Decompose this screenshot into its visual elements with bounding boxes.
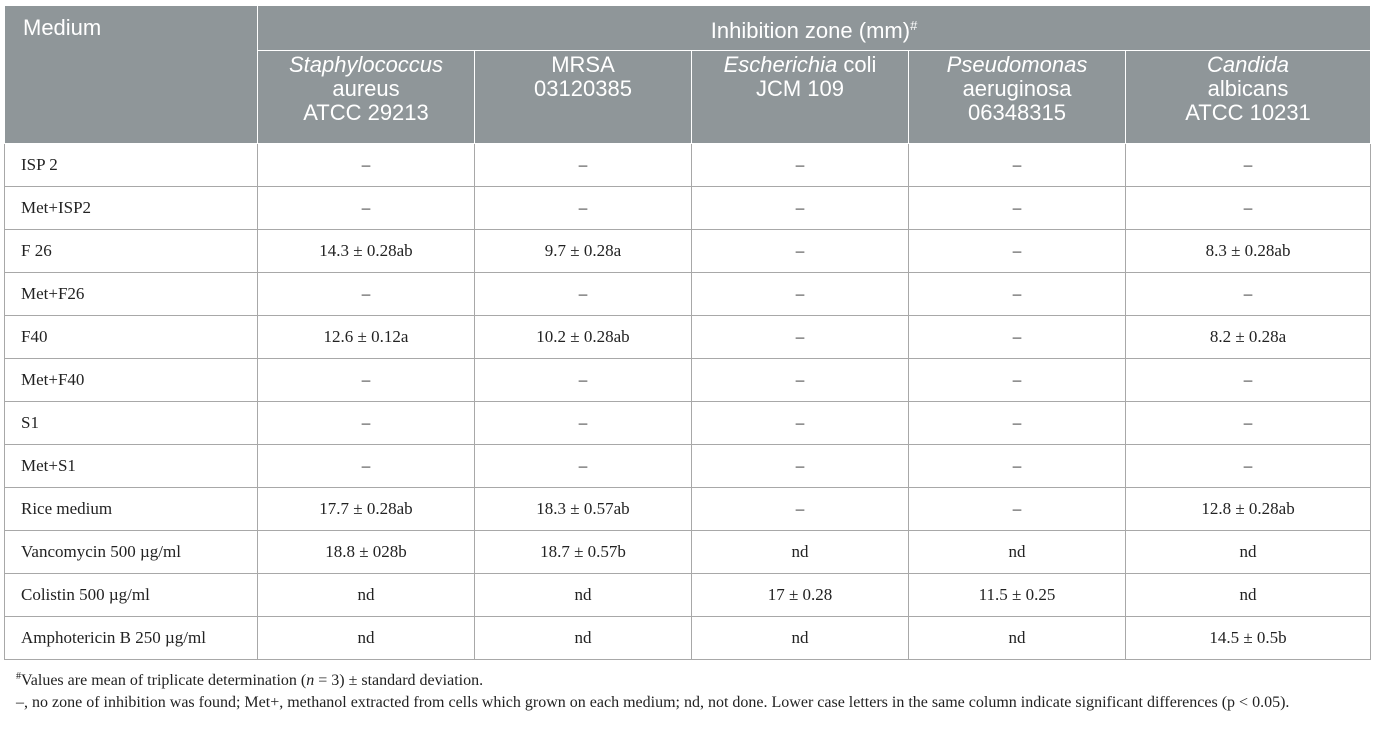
footnote-text-a: Values are mean of triplicate determination ( — [21, 672, 307, 689]
organism-genus: Pseudomonas — [946, 52, 1088, 77]
medium-cell: F40 — [5, 316, 258, 359]
inhibition-zone-table-container — [4, 5, 1370, 660]
value-cell: – — [692, 187, 909, 230]
organism-header-mrsa — [475, 51, 692, 144]
table-row — [5, 359, 1371, 402]
value-cell: – — [475, 273, 692, 316]
value-cell: – — [1126, 187, 1371, 230]
value-cell: 14.3 ± 0.28ab — [258, 230, 475, 273]
value-cell: – — [909, 359, 1126, 402]
medium-cell: Vancomycin 500 µg/ml — [5, 531, 258, 574]
value-cell: nd — [258, 617, 475, 660]
organism-name: MRSA — [551, 52, 615, 77]
value-cell: – — [475, 359, 692, 402]
footnote-legend: –, no zone of inhibition was found; Met+, methanol extracted from cells which grown on each medium; nd, not done. Lower case letters in the same column indicate significant differences (p < 0.05). — [16, 694, 1290, 711]
value-cell: – — [909, 187, 1126, 230]
value-cell: – — [1126, 144, 1371, 187]
footnote-n-symbol: n — [306, 672, 315, 689]
organism-genus: Staphylococcus — [288, 52, 444, 77]
value-cell: – — [258, 273, 475, 316]
value-cell: – — [692, 488, 909, 531]
organism-species: coli — [837, 52, 877, 77]
table-row — [5, 316, 1371, 359]
footnote-mark: # — [16, 671, 21, 682]
value-cell: – — [909, 402, 1126, 445]
value-cell: – — [258, 402, 475, 445]
organism-strain: ATCC 10231 — [1185, 100, 1311, 125]
value-cell: 8.3 ± 0.28ab — [1126, 230, 1371, 273]
group-header-footnote-mark: # — [910, 17, 918, 33]
table-row — [5, 617, 1371, 660]
value-cell: 18.3 ± 0.57ab — [475, 488, 692, 531]
value-cell: – — [909, 488, 1126, 531]
inhibition-zone-group-header — [258, 6, 1371, 51]
medium-cell: Colistin 500 µg/ml — [5, 574, 258, 617]
value-cell: – — [692, 144, 909, 187]
table-body — [5, 144, 1371, 660]
value-cell: – — [692, 402, 909, 445]
value-cell: 17.7 ± 0.28ab — [258, 488, 475, 531]
medium-cell: Met+F40 — [5, 359, 258, 402]
value-cell: – — [1126, 273, 1371, 316]
organism-genus: Escherichia — [723, 52, 838, 77]
value-cell: – — [692, 359, 909, 402]
value-cell: 17 ± 0.28 — [692, 574, 909, 617]
value-cell: – — [692, 230, 909, 273]
table-row — [5, 144, 1371, 187]
table-row — [5, 187, 1371, 230]
value-cell: – — [258, 187, 475, 230]
organism-genus: Candida — [1207, 52, 1289, 77]
value-cell: – — [475, 144, 692, 187]
value-cell: – — [1126, 445, 1371, 488]
value-cell: – — [258, 144, 475, 187]
value-cell: – — [475, 402, 692, 445]
organism-strain: JCM 109 — [755, 76, 845, 101]
value-cell: 12.6 ± 0.12a — [258, 316, 475, 359]
organism-header-s-aureus — [258, 51, 475, 144]
value-cell: 18.8 ± 028b — [258, 531, 475, 574]
value-cell: nd — [909, 531, 1126, 574]
value-cell: 18.7 ± 0.57b — [475, 531, 692, 574]
value-cell: 11.5 ± 0.25 — [909, 574, 1126, 617]
value-cell: 9.7 ± 0.28a — [475, 230, 692, 273]
medium-cell: Met+F26 — [5, 273, 258, 316]
medium-cell: ISP 2 — [5, 144, 258, 187]
value-cell: 14.5 ± 0.5b — [1126, 617, 1371, 660]
medium-cell: S1 — [5, 402, 258, 445]
value-cell: – — [475, 445, 692, 488]
value-cell: 8.2 ± 0.28a — [1126, 316, 1371, 359]
table-row — [5, 402, 1371, 445]
organism-strain: 06348315 — [968, 100, 1066, 125]
table-footnotes — [16, 666, 1368, 714]
value-cell: 12.8 ± 0.28ab — [1126, 488, 1371, 531]
value-cell: – — [909, 316, 1126, 359]
organism-header-e-coli — [692, 51, 909, 144]
table-row — [5, 273, 1371, 316]
value-cell: nd — [692, 617, 909, 660]
value-cell: nd — [475, 574, 692, 617]
table-row — [5, 445, 1371, 488]
value-cell: – — [692, 273, 909, 316]
medium-cell: F 26 — [5, 230, 258, 273]
organism-species: albicans — [1207, 76, 1289, 101]
value-cell: – — [692, 316, 909, 359]
value-cell: – — [1126, 359, 1371, 402]
medium-cell: Rice medium — [5, 488, 258, 531]
value-cell: – — [258, 445, 475, 488]
value-cell: nd — [258, 574, 475, 617]
medium-column-header — [5, 6, 258, 144]
organism-strain: ATCC 29213 — [303, 100, 429, 125]
table-row — [5, 531, 1371, 574]
value-cell: – — [692, 445, 909, 488]
table-row — [5, 574, 1371, 617]
footnote-text-b: = 3) ± standard deviation. — [314, 672, 484, 689]
value-cell: 10.2 ± 0.28ab — [475, 316, 692, 359]
value-cell: – — [1126, 402, 1371, 445]
medium-cell: Met+ISP2 — [5, 187, 258, 230]
value-cell: – — [909, 273, 1126, 316]
medium-cell: Amphotericin B 250 µg/ml — [5, 617, 258, 660]
medium-header-label: Medium — [23, 15, 102, 40]
value-cell: nd — [909, 617, 1126, 660]
value-cell: – — [909, 445, 1126, 488]
value-cell: nd — [1126, 531, 1371, 574]
medium-cell: Met+S1 — [5, 445, 258, 488]
table-header — [5, 6, 1371, 144]
value-cell: – — [909, 144, 1126, 187]
value-cell: nd — [1126, 574, 1371, 617]
table-row — [5, 230, 1371, 273]
value-cell: – — [909, 230, 1126, 273]
organism-header-p-aeruginosa — [909, 51, 1126, 144]
value-cell: nd — [692, 531, 909, 574]
organism-species: aeruginosa — [962, 76, 1072, 101]
organism-strain: 03120385 — [534, 76, 632, 101]
footnote-values — [16, 666, 1368, 692]
inhibition-zone-table — [4, 5, 1371, 660]
value-cell: nd — [475, 617, 692, 660]
organism-header-c-albicans — [1126, 51, 1371, 144]
value-cell: – — [475, 187, 692, 230]
group-header-label: Inhibition zone (mm) — [710, 17, 911, 43]
organism-species: aureus — [332, 76, 400, 101]
table-row — [5, 488, 1371, 531]
value-cell: – — [258, 359, 475, 402]
